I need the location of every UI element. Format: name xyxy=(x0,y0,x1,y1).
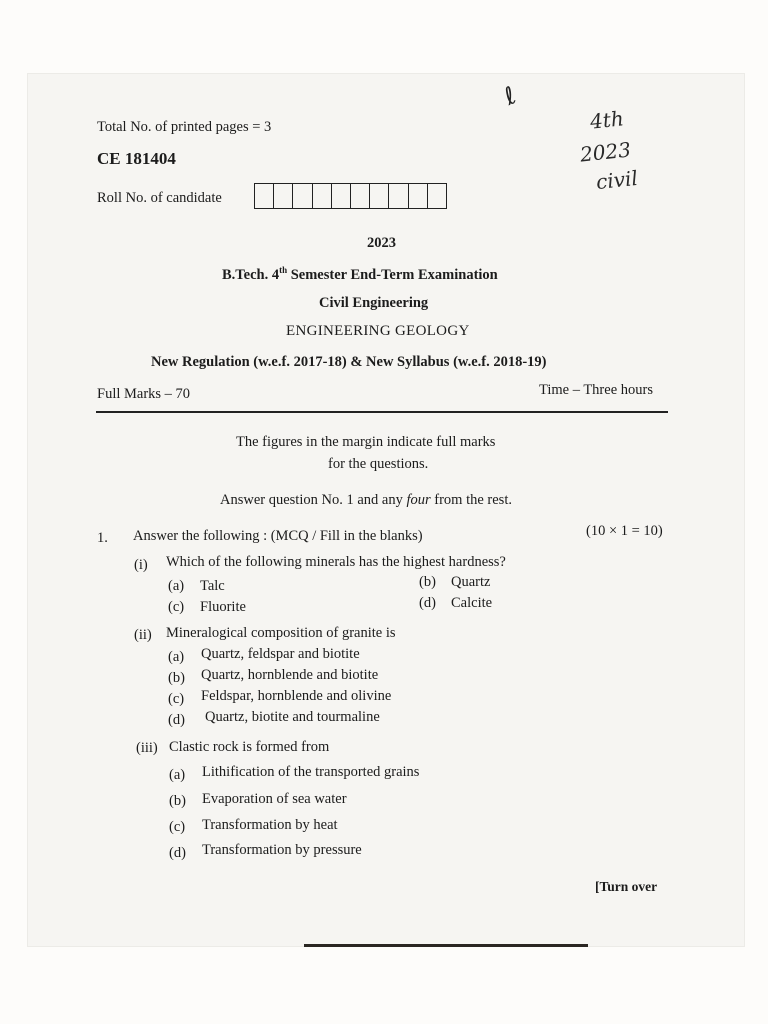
exam-title-prefix: B.Tech. 4 xyxy=(222,266,280,283)
option-text: Quartz, feldspar and biotite xyxy=(201,646,360,662)
option-label: (d) xyxy=(419,595,436,611)
roll-number-boxes[interactable] xyxy=(254,183,447,209)
subquestion-number: (iii) xyxy=(136,740,158,756)
exam-title xyxy=(222,266,498,282)
exam-title-suffix: Semester End-Term Examination xyxy=(287,266,498,283)
page-bottom-edge xyxy=(304,944,588,947)
exam-year: 2023 xyxy=(367,235,396,251)
handwritten-year: 2023 xyxy=(578,137,633,167)
option-label: (c) xyxy=(168,691,185,707)
option-label: (c) xyxy=(168,599,185,615)
roll-box[interactable] xyxy=(351,184,370,208)
handwritten-branch: civil xyxy=(594,165,639,195)
handwritten-tick-mark: ℓ xyxy=(499,81,521,111)
answer-instruction-emphasis: four xyxy=(406,492,431,508)
answer-instruction-pre: Answer question No. 1 and any xyxy=(220,492,407,508)
exam-title-sup: th xyxy=(279,265,288,275)
answer-instruction-post: from the rest. xyxy=(430,492,512,508)
option-text: Quartz, hornblende and biotite xyxy=(201,667,379,683)
option-text: Transformation by heat xyxy=(202,817,338,833)
option-text: Calcite xyxy=(451,595,493,611)
roll-box[interactable] xyxy=(389,184,408,208)
option-label: (d) xyxy=(169,845,186,861)
instruction-line-2: for the questions. xyxy=(328,456,429,472)
roll-box[interactable] xyxy=(293,184,312,208)
option-text: Feldspar, hornblende and olivine xyxy=(201,688,392,704)
roll-number-label: Roll No. of candidate xyxy=(97,190,222,206)
subject-title: ENGINEERING GEOLOGY xyxy=(286,323,470,339)
option-label: (b) xyxy=(168,670,185,686)
printed-pages-count: Total No. of printed pages = 3 xyxy=(97,119,272,135)
regulation-line: New Regulation (w.e.f. 2017-18) & New Syllabus (w.e.f. 2018-19) xyxy=(151,354,547,370)
question-number: 1. xyxy=(97,530,108,546)
handwritten-semester: 4th xyxy=(588,106,625,134)
roll-box[interactable] xyxy=(274,184,293,208)
answer-instruction xyxy=(220,493,512,508)
option-label: (a) xyxy=(168,649,185,665)
subquestion-text: Mineralogical composition of granite is xyxy=(166,625,396,641)
question-marks: (10 × 1 = 10) xyxy=(586,523,663,539)
option-text: Talc xyxy=(200,578,225,594)
instruction-line-1: The figures in the margin indicate full marks xyxy=(236,434,496,450)
option-text: Transformation by pressure xyxy=(202,842,362,858)
turn-over-note: [Turn over xyxy=(595,879,658,894)
subquestion-text: Clastic rock is formed from xyxy=(169,739,330,755)
time-allowed: Time – Three hours xyxy=(539,382,653,398)
roll-box[interactable] xyxy=(428,184,446,208)
branch-name: Civil Engineering xyxy=(319,295,429,311)
subquestion-number: (i) xyxy=(134,557,148,573)
option-text: Evaporation of sea water xyxy=(202,791,347,807)
header-divider xyxy=(96,411,668,413)
course-code: CE 181404 xyxy=(97,149,176,168)
question-text: Answer the following : (MCQ / Fill in the blanks) xyxy=(133,528,423,544)
roll-box[interactable] xyxy=(255,184,274,208)
roll-box[interactable] xyxy=(313,184,332,208)
subquestion-text: Which of the following minerals has the highest hardness? xyxy=(166,554,506,570)
option-label: (a) xyxy=(169,767,186,783)
roll-box[interactable] xyxy=(370,184,389,208)
option-text: Lithification of the transported grains xyxy=(202,764,420,780)
option-text: Quartz, biotite and tourmaline xyxy=(205,709,380,725)
option-label: (b) xyxy=(169,793,186,809)
full-marks: Full Marks – 70 xyxy=(97,386,191,402)
roll-box[interactable] xyxy=(332,184,351,208)
roll-box[interactable] xyxy=(409,184,428,208)
option-label: (a) xyxy=(168,578,185,594)
option-text: Fluorite xyxy=(200,599,246,615)
option-label: (b) xyxy=(419,574,436,590)
subquestion-number: (ii) xyxy=(134,627,152,643)
option-text: Quartz xyxy=(451,574,491,590)
option-label: (d) xyxy=(168,712,185,728)
option-label: (c) xyxy=(169,819,186,835)
